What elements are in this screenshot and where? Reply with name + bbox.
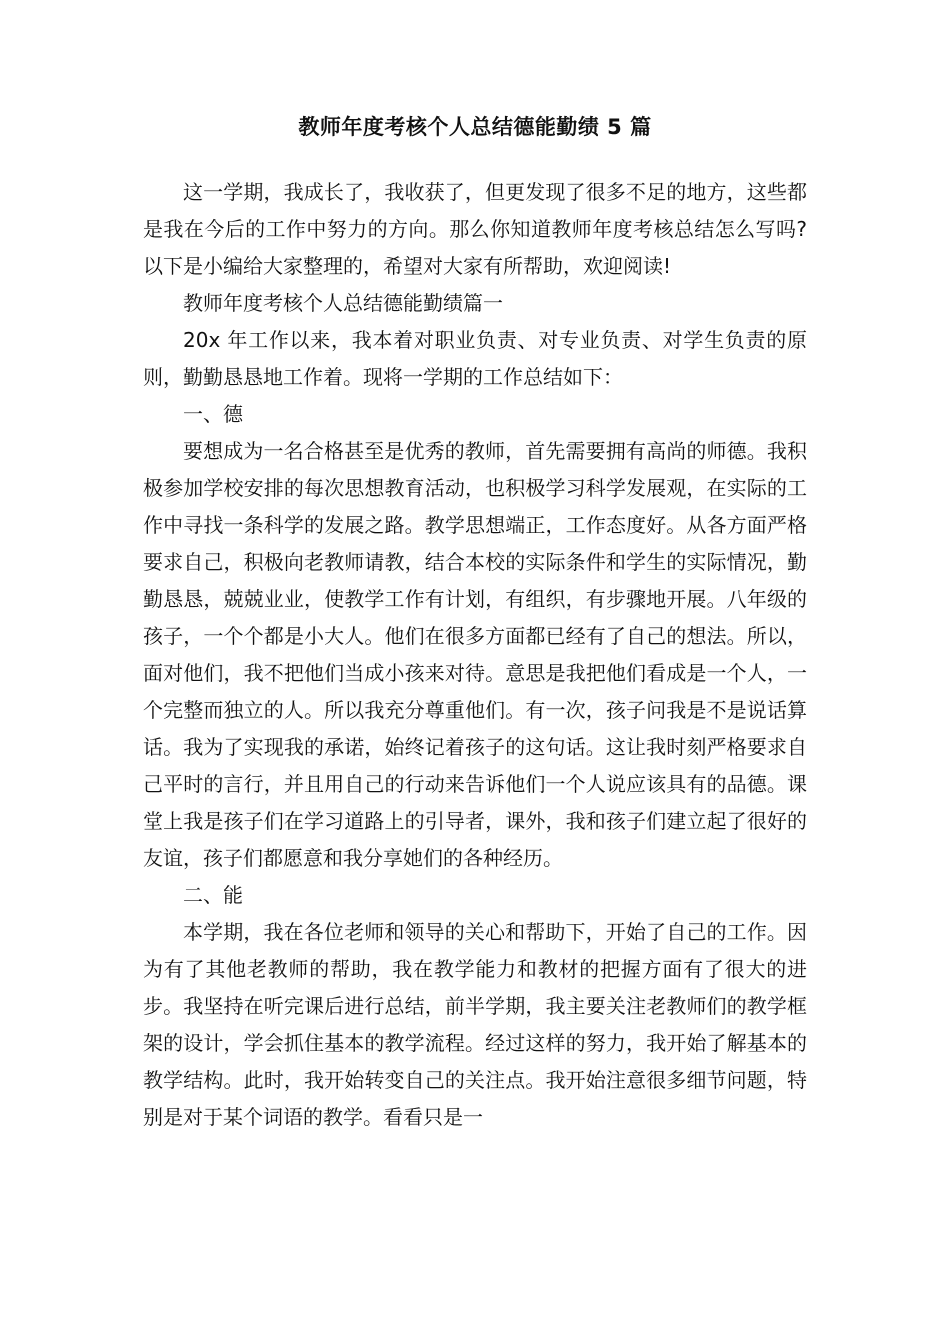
virtue-paragraph: 要想成为一名合格甚至是优秀的教师，首先需要拥有高尚的师德。我积极参加学校安排的每次思想教育活动，也积极学习科学发展观，在实际的工作中寻找一条科学的发展之路。教学思想端正，工作态度好。从各方面严格要求自己，积极向老教师请教，结合本校的实际条件和学生的实际情况，勤勤恳恳，兢兢业业，使教学工作有计划，有组织，有步骤地开展。八年级的孩子，一个个都是小大人。他们在很多方面都已经有了自己的想法。所以，面对他们，我不把他们当成小孩来对待。意思是我把他们看成是一个人，一个完整而独立的人。所以我充分尊重他们。有一次，孩子问我是不是说话算话。我为了实现我的承诺，始终记着孩子的这句话。这让我时刻严格要求自己平时的言行，并且用自己的行动来告诉他们一个人说应该具有的品德。课堂上我是孩子们在学习道路上的引导者，课外，我和孩子们建立起了很好的友谊，孩子们都愿意和我分享她们的各种经历。 (143, 439, 807, 870)
document-body (143, 174, 807, 1136)
heading-ability: 二、能 (183, 883, 243, 907)
section-heading-part-one: 教师年度考核个人总结德能勤绩篇一 (183, 291, 503, 315)
heading-virtue: 一、德 (183, 402, 243, 426)
document-title: 教师年度考核个人总结德能勤绩 5 篇 (298, 115, 652, 139)
opening-paragraph: 20x 年工作以来，我本着对职业负责、对专业负责、对学生负责的原则，勤勤恳恳地工作着。现将一学期的工作总结如下： (143, 328, 807, 389)
intro-paragraph: 这一学期，我成长了，我收获了，但更发现了很多不足的地方，这些都是我在今后的工作中努力的方向。那么你知道教师年度考核总结怎么写吗?以下是小编给大家整理的，希望对大家有所帮助，欢迎阅读! (143, 180, 807, 278)
ability-paragraph: 本学期，我在各位老师和领导的关心和帮助下，开始了自己的工作。因为有了其他老教师的帮助，我在教学能力和教材的把握方面有了很大的进步。我坚持在听完课后进行总结，前半学期，我主要关注老教师们的教学框架的设计，学会抓住基本的教学流程。经过这样的努力，我开始了解基本的教学结构。此时，我开始转变自己的关注点。我开始注意很多细节问题，特别是对于某个词语的教学。看看只是一 (143, 920, 807, 1129)
